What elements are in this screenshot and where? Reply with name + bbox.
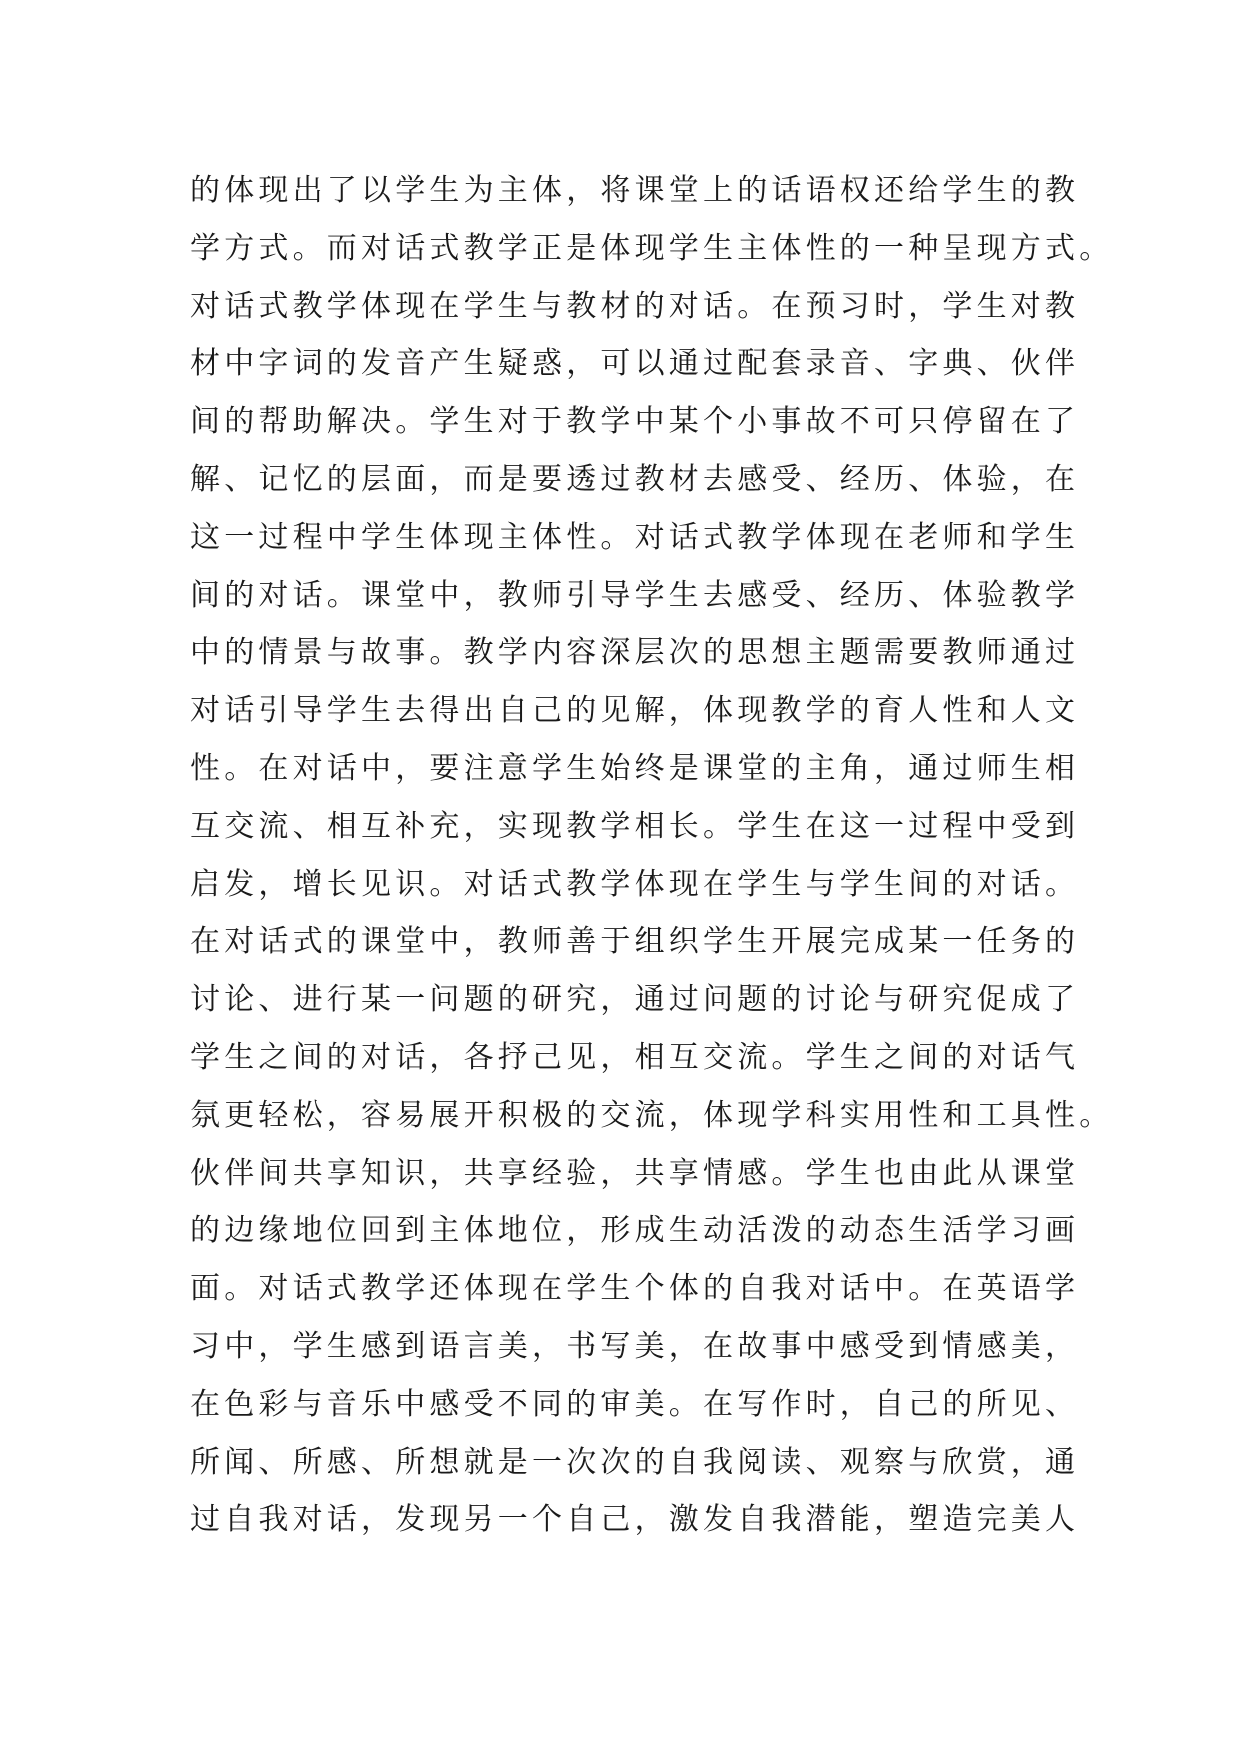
text-line: 这一过程中学生体现主体性。对话式教学体现在老师和学生 [190, 519, 1080, 555]
text-line: 性。在对话中，要注意学生始终是课堂的主角，通过师生相 [190, 750, 1080, 786]
text-line: 解、记忆的层面，而是要透过教材去感受、经历、体验，在 [190, 461, 1080, 497]
text-line: 间的对话。课堂中，教师引导学生去感受、经历、体验教学 [190, 577, 1080, 613]
text-line: 材中字词的发音产生疑惑，可以通过配套录音、字典、伙伴 [190, 346, 1080, 382]
text-line: 互交流、相互补充，实现教学相长。学生在这一过程中受到 [190, 808, 1080, 844]
text-line: 面。对话式教学还体现在学生个体的自我对话中。在英语学 [190, 1271, 1080, 1307]
text-line: 所闻、所感、所想就是一次次的自我阅读、观察与欣赏，通 [190, 1444, 1080, 1480]
text-line: 的边缘地位回到主体地位，形成生动活泼的动态生活学习画 [190, 1213, 1080, 1249]
text-line: 对话引导学生去得出自己的见解，体现教学的育人性和人文 [190, 693, 1080, 729]
text-line: 间的帮助解决。学生对于教学中某个小事故不可只停留在了 [190, 404, 1080, 440]
text-line: 的体现出了以学生为主体，将课堂上的话语权还给学生的教 [190, 173, 1080, 208]
text-line: 启发，增长见识。对话式教学体现在学生与学生间的对话。 [190, 866, 1080, 902]
text-line: 学方式。而对话式教学正是体现学生主体性的一种呈现方式。 [190, 230, 1114, 266]
text-line: 伙伴间共享知识，共享经验，共享情感。学生也由此从课堂 [190, 1155, 1080, 1191]
text-line: 中的情景与故事。教学内容深层次的思想主题需要教师通过 [190, 635, 1080, 671]
text-line: 氛更轻松，容易展开积极的交流，体现学科实用性和工具性。 [190, 1097, 1114, 1133]
text-line: 讨论、进行某一问题的研究，通过问题的讨论与研究促成了 [190, 982, 1080, 1018]
body-text [190, 162, 1114, 1549]
text-line: 在色彩与音乐中感受不同的审美。在写作时，自己的所见、 [190, 1386, 1080, 1422]
text-line: 学生之间的对话，各抒己见，相互交流。学生之间的对话气 [190, 1039, 1080, 1075]
text-line: 习中，学生感到语言美，书写美，在故事中感受到情感美， [190, 1328, 1080, 1364]
text-line: 对话式教学体现在学生与教材的对话。在预习时，学生对教 [190, 288, 1080, 324]
text-line: 过自我对话，发现另一个自己，激发自我潜能，塑造完美人 [190, 1502, 1080, 1538]
text-line: 在对话式的课堂中，教师善于组织学生开展完成某一任务的 [190, 924, 1080, 960]
